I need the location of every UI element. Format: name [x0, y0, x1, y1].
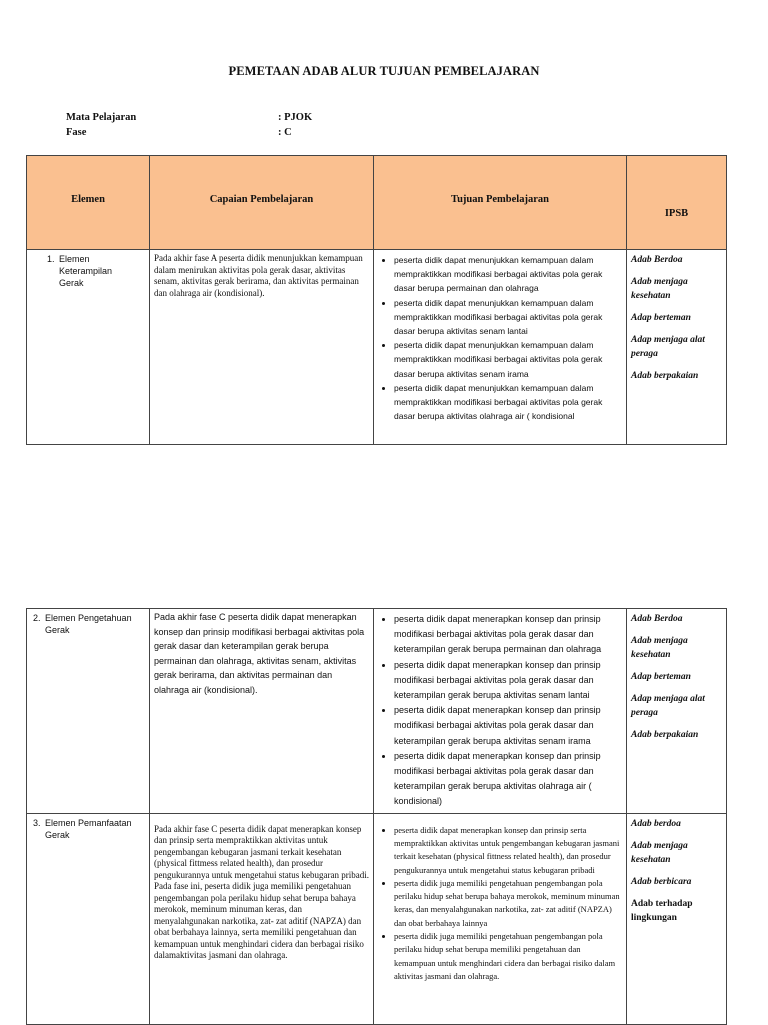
ipsb-item: Adap menjaga alat peraga [631, 335, 705, 359]
mapping-table-part-1 [26, 155, 727, 445]
header-row [27, 156, 727, 250]
table-row [27, 609, 727, 814]
list-item: • peserta didik dapat menunjukkan kemampuan dalam mempraktikkan modifikasi berbagai aktivitas pola gerak dasar berupa permainan dan olahraga [394, 253, 622, 296]
subject-label: Mata Pelajaran [66, 112, 137, 123]
phase-label: Fase [66, 127, 87, 138]
list-item: • peserta didik dapat menerapkan konsep dan prinsip modifikasi berbagai aktivitas pola gerak dasar dan keterampilan gerak berupa aktivitas senam irama [394, 703, 622, 749]
list-item: • peserta didik juga memiliki pengetahuan pengembangan pola perilaku hidup sehat berupa memiliki pengetahuan dan kemampuan untuk menghindari cidera dan berbagai risiko dalam aktivitas jasmani dan olahraga. [394, 930, 622, 983]
tujuan-cell [374, 250, 627, 445]
ipsb-item: Adab Berdoa [631, 255, 683, 265]
ipsb-item: Adab berbicara [631, 876, 692, 887]
page-title: PEMETAAN ADAB ALUR TUJUAN PEMBELAJARAN [228, 64, 540, 78]
ipsb-item: Adab menjaga kesehatan [631, 636, 688, 660]
header-capaian: Capaian Pembelajaran [150, 156, 374, 250]
table-row [27, 813, 727, 1024]
ipsb-item: Adab menjaga kesehatan [631, 277, 688, 301]
tujuan-list [378, 253, 622, 423]
ipsb-item: Adab terhadap lingkungan [631, 898, 693, 923]
ipsb-item: Adab berdoa [631, 818, 681, 829]
phase-value: : C [278, 127, 292, 138]
subject-row [66, 112, 312, 123]
elemen-cell [27, 813, 150, 1024]
ipsb-item: Adab berpakaian [631, 371, 699, 381]
ipsb-item: Adap berteman [631, 672, 691, 682]
row-number: 2. [33, 613, 41, 623]
row-number: 1. [47, 254, 55, 264]
elemen-name: Elemen Keterampilan Gerak [59, 254, 113, 288]
tujuan-list [378, 612, 622, 810]
capaian-cell: Pada akhir fase A peserta didik menunjukkan kemampuan dalam menirukan aktivitas pola gerak dasar, aktivitas senam, aktivitas gerak berirama, dan aktivitas permainan dan olahraga air (kondisional). [150, 250, 374, 445]
capaian-cell: Pada akhir fase C peserta didik dapat menerapkan konsep dan prinsip serta mempraktikkan aktivitas untuk pengembangan kebugaran jasmani terkait kesehatan (physical fittmess related health), dan prosedur pengukurannya untuk mengetahui status kebugaran pribadi. Pada fase ini, peserta didik juga memiliki pengetahuan pengembangan pola perilaku hidup sehat berupa bahaya merokok, meminum minuman keras, dan menyalahgunakan narkotika, zat- zat aditif (NAPZA) dan obat berbahaya lainnya, serta memiliki pengetahuan dan kemampuan untuk menghindari cidera dan berbagai risiko dalamaktivitas jasmani dan olahraga. [150, 813, 374, 1024]
list-item: • peserta didik juga memiliki pengetahuan pengembangan pola perilaku hidup sehat berupa bahaya merokok, meminum minuman keras, dan menyalahgunakan narkotika, zat- zat aditif (NAPZA) dan obat berbahaya lainnya [394, 877, 622, 930]
list-item: • peserta didik dapat menerapkan konsep dan prinsip modifikasi berbagai aktivitas pola gerak dasar dan keterampilan gerak berupa aktivitas olahraga air ( kondisional) [394, 749, 622, 810]
subject-value: : PJOK [278, 112, 313, 123]
ipsb-item: Adab Berdoa [631, 614, 683, 624]
row-number: 3. [33, 817, 41, 828]
list-item: • peserta didik dapat menerapkan konsep dan prinsip serta mempraktikkan aktivitas untuk pengembangan kebugaran jasmani terkait kesehatan (physical fittness related health), dan prosedur pengukurannya untuk mengetahui status kebugaran pribadi [394, 824, 622, 877]
tujuan-cell [374, 609, 627, 814]
list-item: • peserta didik dapat menunjukkan kemampuan dalam mempraktikkan modifikasi berbagai aktivitas pola gerak dasar berupa aktivitas olahraga air ( kondisional [394, 381, 622, 424]
ipsb-item: Adab menjaga kesehatan [631, 840, 688, 865]
list-item: • peserta didik dapat menerapkan konsep dan prinsip modifikasi berbagai aktivitas pola gerak dasar dan keterampilan gerak berupa aktivitas senam lantai [394, 658, 622, 704]
ipsb-item: Adap menjaga alat peraga [631, 694, 705, 718]
elemen-name: Elemen Pemanfaatan Gerak [45, 817, 132, 840]
elemen-cell [27, 609, 150, 814]
mapping-table-part-2 [26, 608, 727, 1025]
ipsb-item: Adap berteman [631, 313, 691, 323]
table-row [27, 250, 727, 445]
ipsb-cell [627, 250, 727, 445]
phase-row [66, 127, 292, 138]
header-tujuan: Tujuan Pembelajaran [374, 156, 627, 250]
ipsb-item: Adab berpakaian [631, 730, 699, 740]
elemen-cell [27, 250, 150, 445]
ipsb-cell [627, 609, 727, 814]
capaian-cell: Pada akhir fase C peserta didik dapat menerapkan konsep dan prinsip modifikasi berbagai aktivitas pola gerak dasar dan keterampilan gerak berupa permainan dan olahraga, aktivitas senam, aktivitas gerak berirama, dan aktivitas permainan dan olahraga air (kondisional). [150, 609, 374, 814]
elemen-name: Elemen Pengetahuan Gerak [45, 613, 132, 635]
list-item: • peserta didik dapat menunjukkan kemampuan dalam mempraktikkan modifikasi berbagai aktivitas pola gerak dasar berupa aktivitas senam lantai [394, 296, 622, 339]
tujuan-cell [374, 813, 627, 1024]
ipsb-cell [627, 813, 727, 1024]
header-elemen: Elemen [27, 156, 150, 250]
list-item: • peserta didik dapat menerapkan konsep dan prinsip modifikasi berbagai aktivitas pola gerak dasar dan keterampilan gerak berupa permainan dan olahraga [394, 612, 622, 658]
tujuan-list [378, 824, 622, 984]
list-item: • peserta didik dapat menunjukkan kemampuan dalam mempraktikkan modifikasi berbagai aktivitas pola gerak dasar berupa aktivitas senam irama [394, 338, 622, 381]
header-ipsb: IPSB [627, 156, 727, 250]
